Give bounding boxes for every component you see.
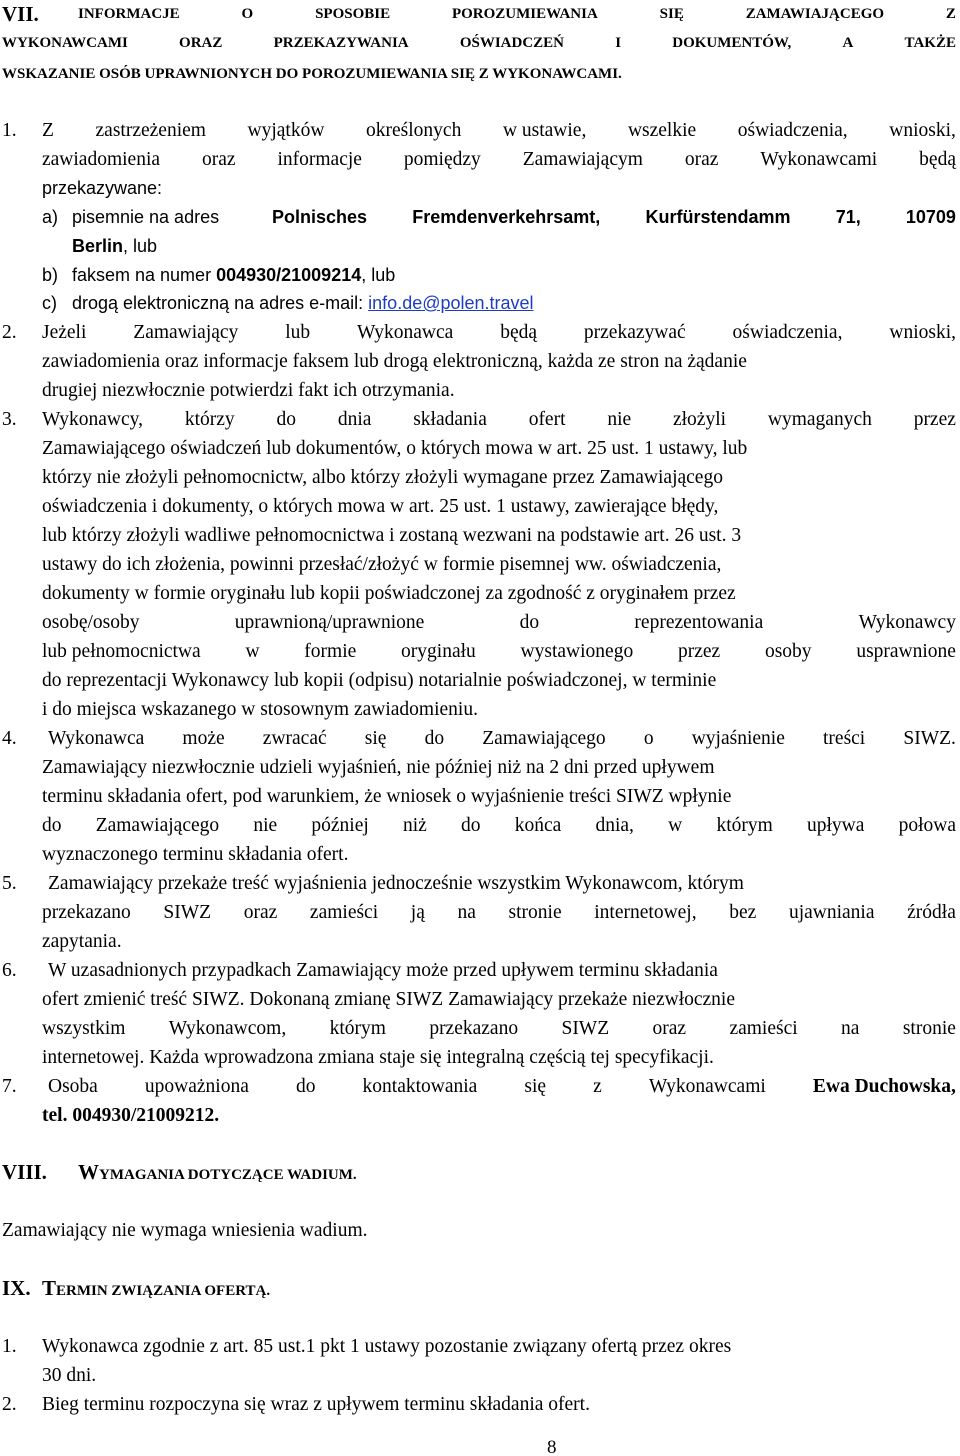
p1-a-label: a) <box>42 207 59 227</box>
p3-line-3: którzy nie złożyli pełnomocnictw, albo którzy złożyli wymagane przez Zamawiającego <box>42 467 723 488</box>
p1-a-city: Berlin, lub <box>72 236 158 256</box>
p5-number: 5. <box>2 873 17 894</box>
p4-line-1: Wykonawca może zwracać się do Zamawiającego o wyjaśnienie treści SIWZ. <box>48 728 956 749</box>
p3-line-1: Wykonawcy, którzy do dnia składania ofert nie złożyli wymaganych przez <box>42 409 956 430</box>
section-9-title: TERMIN ZWIĄZANIA OFERTĄ. <box>42 1276 271 1300</box>
section-9-p2-line-1: Bieg terminu rozpoczyna się wraz z upływem terminu składania ofert. <box>42 1394 590 1415</box>
p1-a-prefix: pisemnie na adres <box>72 207 220 227</box>
p6-line-4: internetowej. Każda wprowadzona zmiana staje się integralną częścią tej specyfikacji. <box>42 1047 714 1068</box>
section-9-p1-line-1: Wykonawca zgodnie z art. 85 ust.1 pkt 1 ustawy pozostanie związany ofertą przez okres <box>42 1336 732 1357</box>
section-9-p1-number: 1. <box>2 1336 17 1357</box>
p1-line-1: Z zastrzeżeniem wyjątków określonych w ustawie, wszelkie oświadczenia, wnioski, <box>42 120 956 141</box>
p7-number: 7. <box>2 1076 17 1097</box>
section-9-p2-number: 2. <box>2 1394 17 1415</box>
p3-line-8: osobę/osoby uprawnioną/uprawnione do reprezentowania Wykonawcy <box>42 612 956 633</box>
p4-line-3: terminu składania ofert, pod warunkiem, że wniosek o wyjaśnienie treści SIWZ wpłynie <box>42 786 732 807</box>
p2-number: 2. <box>2 322 17 343</box>
p4-line-2: Zamawiający niezwłocznie udzieli wyjaśnień, nie później niż na 2 dni przed upływem <box>42 757 715 778</box>
section-7-title-line-1: INFORMACJE O SPOSOBIE POROZUMIEWANIA SIĘ ZAMAWIAJĄCEGO Z <box>78 6 956 22</box>
p5-line-3: zapytania. <box>42 931 122 952</box>
section-8-title: WYMAGANIA DOTYCZĄCE WADIUM. <box>78 1160 357 1184</box>
p4-number: 4. <box>2 728 17 749</box>
p4-line-5: wyznaczonego terminu składania ofert. <box>42 844 349 865</box>
p5-line-1: Zamawiający przekaże treść wyjaśnienia jednocześnie wszystkim Wykonawcom, którym <box>48 873 744 894</box>
p1-c-email: drogą elektroniczną na adres e-mail: info.de@polen.travel <box>72 293 534 313</box>
p3-line-7: dokumenty w formie oryginału lub kopii poświadczonej za zgodność z oryginałem przez <box>42 583 736 604</box>
section-8-heading: VIII. <box>2 1160 47 1184</box>
section-9-p1-line-2: 30 dni. <box>42 1365 97 1386</box>
p1-a-address: Polnisches Fremdenverkehrsamt, Kurfürstendamm 71, 10709 <box>272 207 956 227</box>
section-8-text: Zamawiający nie wymaga wniesienia wadium. <box>2 1220 368 1241</box>
p3-line-11: i do miejsca wskazanego w stosownym zawiadomieniu. <box>42 699 478 720</box>
p6-line-1: W uzasadnionych przypadkach Zamawiający może przed upływem terminu składania <box>48 960 718 981</box>
section-7-numeral: VII. <box>2 2 39 26</box>
p7-line-1: Osoba upoważniona do kontaktowania się z Wykonawcami Ewa Duchowska, <box>48 1076 956 1097</box>
p3-number: 3. <box>2 409 17 430</box>
p3-line-4: oświadczenia i dokumenty, o których mowa w art. 25 ust. 1 ustawy, zawierające błędy, <box>42 496 719 517</box>
p2-line-1: Jeżeli Zamawiający lub Wykonawca będą przekazywać oświadczenia, wnioski, <box>42 322 956 343</box>
p1-b-fax: faksem na numer 004930/21009214, lub <box>72 265 396 285</box>
email-link[interactable]: info.de@polen.travel <box>368 293 534 313</box>
section-9-heading: IX. <box>2 1276 31 1300</box>
p4-line-4: do Zamawiającego nie później niż do końca dnia, w którym upływa połowa <box>42 815 956 836</box>
p6-line-2: ofert zmienić treść SIWZ. Dokonaną zmianę SIWZ Zamawiający przekaże niezwłocznie <box>42 989 735 1010</box>
p1-line-3: przekazywane: <box>42 178 163 198</box>
p1-number: 1. <box>2 120 17 141</box>
p3-line-2: Zamawiającego oświadczeń lub dokumentów, o których mowa w art. 25 ust. 1 ustawy, lub <box>42 438 748 459</box>
p1-c-label: c) <box>42 293 57 313</box>
p2-line-2: zawiadomienia oraz informacje faksem lub drogą elektroniczną, każda ze stron na żądanie <box>42 351 747 372</box>
page-number: 8 <box>547 1437 557 1456</box>
p6-number: 6. <box>2 960 17 981</box>
section-7-title-line-3: WSKAZANIE OSÓB UPRAWNIONYCH DO POROZUMIEWANIA SIĘ Z WYKONAWCAMI. <box>2 66 622 82</box>
p3-line-9: lub pełnomocnictwa w formie oryginału wystawionego przez osoby usprawnione <box>42 641 956 662</box>
p3-line-6: ustawy do ich złożenia, powinni przesłać/złożyć w formie pisemnej ww. oświadczenia, <box>42 554 722 575</box>
p5-line-2: przekazano SIWZ oraz zamieści ją na stronie internetowej, bez ujawniania źródła <box>42 902 956 923</box>
p6-line-3: wszystkim Wykonawcom, którym przekazano SIWZ oraz zamieści na stronie <box>42 1018 956 1039</box>
p3-line-10: do reprezentacji Wykonawcy lub kopii (odpisu) notarialnie poświadczonej, w terminie <box>42 670 717 691</box>
p1-line-2: zawiadomienia oraz informacje pomiędzy Zamawiającym oraz Wykonawcami będą <box>42 149 956 170</box>
p2-line-3: drugiej niezwłocznie potwierdzi fakt ich otrzymania. <box>42 380 455 401</box>
p7-line-2: tel. 004930/21009212. <box>42 1105 220 1126</box>
p1-b-label: b) <box>42 265 59 285</box>
p3-line-5: lub którzy złożyli wadliwe pełnomocnictwa i zostaną wezwani na podstawie art. 26 ust. 3 <box>42 525 742 546</box>
section-7-title-line-2: WYKONAWCAMI ORAZ PRZEKAZYWANIA OŚWIADCZEŃ I DOKUMENTÓW, A TAKŻE <box>2 35 956 51</box>
